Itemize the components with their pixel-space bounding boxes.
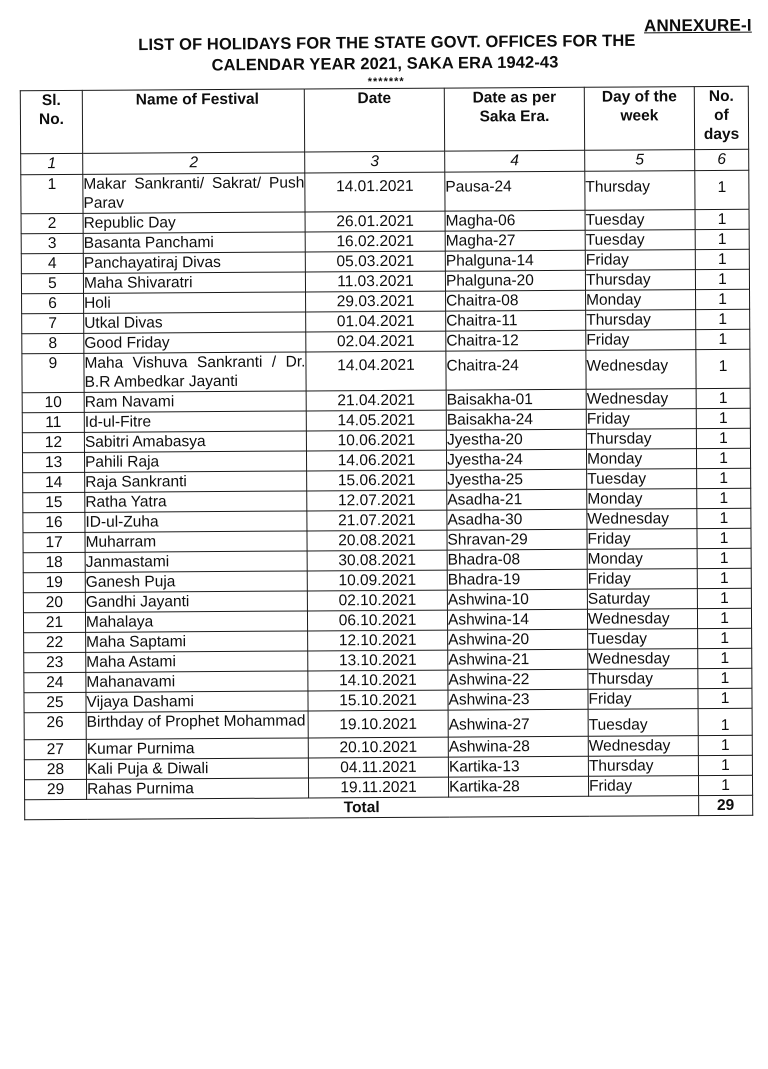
row-festival-name: [83, 212, 305, 233]
row-saka-date: Baisakha-24: [446, 409, 586, 430]
row-day-of-week: Wednesday: [586, 389, 696, 410]
festival-name-text: Maha Astami: [86, 653, 176, 671]
row-date: 04.11.2021: [308, 757, 448, 778]
row-saka-date: Phalguna-14: [445, 250, 585, 271]
column-number-2: 2: [83, 152, 305, 174]
row-no-of-days: 1: [696, 408, 750, 428]
row-day-of-week: Tuesday: [585, 210, 695, 231]
row-saka-date: Ashwina-14: [447, 609, 587, 630]
column-header-saka-date: [444, 87, 584, 151]
holidays-table-container: [20, 86, 752, 820]
row-date: 21.07.2021: [307, 510, 447, 531]
row-serial-number: 28: [24, 759, 86, 779]
total-label: Total: [25, 796, 699, 820]
row-day-of-week: Thursday: [588, 756, 698, 777]
row-serial-number: 13: [22, 452, 84, 472]
festival-name-text: Republic Day: [83, 214, 176, 232]
row-serial-number: 21: [23, 612, 85, 632]
row-serial-number: 26: [24, 712, 86, 739]
row-saka-date: Chaitra-24: [446, 350, 586, 390]
row-no-of-days: 1: [697, 488, 751, 508]
row-day-of-week: Thursday: [586, 310, 696, 331]
row-day-of-week: Tuesday: [585, 230, 695, 251]
row-festival-name: [85, 591, 307, 612]
festival-name-text: Pahili Raja: [84, 453, 160, 471]
row-day-of-week: Saturday: [587, 589, 697, 610]
row-serial-number: 9: [22, 353, 84, 392]
row-festival-name: [84, 292, 306, 313]
row-saka-date: Jyestha-24: [446, 449, 586, 470]
row-festival-name: [86, 758, 308, 779]
column-header-name: Name of Festival: [82, 89, 304, 153]
table-foot: [25, 795, 753, 819]
festival-name-text: Kumar Purnima: [86, 740, 195, 758]
days-line-1: No.: [708, 87, 734, 106]
festival-name-text: Janmastami: [85, 553, 170, 571]
column-header-sl-no: [20, 90, 82, 153]
row-date: 29.03.2021: [306, 291, 446, 312]
row-day-of-week: Wednesday: [588, 736, 698, 757]
row-no-of-days: 1: [695, 269, 749, 289]
table-head: [20, 86, 748, 174]
row-festival-name: [85, 611, 307, 632]
festival-name-text: Rahas Purnima: [86, 780, 194, 798]
row-date: 14.01.2021: [305, 172, 445, 212]
annexure-label: ANNEXURE-I: [644, 15, 753, 36]
row-saka-date: Chaitra-11: [446, 310, 586, 331]
festival-name-text: Holi: [84, 294, 111, 312]
row-saka-date: Bhadra-08: [447, 549, 587, 570]
row-date: 14.04.2021: [306, 351, 446, 391]
row-day-of-week: Monday: [587, 549, 697, 570]
festival-name-text: Basanta Panchami: [83, 234, 214, 252]
row-day-of-week: Monday: [587, 489, 697, 510]
row-serial-number: 7: [22, 313, 84, 333]
row-serial-number: 18: [23, 552, 85, 572]
row-no-of-days: 1: [695, 209, 749, 229]
row-festival-name: [85, 471, 307, 492]
row-saka-date: Ashwina-23: [448, 689, 588, 710]
row-no-of-days: 1: [697, 508, 751, 528]
row-date: 12.07.2021: [307, 490, 447, 511]
festival-name-text: Ratha Yatra: [85, 493, 167, 511]
festival-name-text: Muharram: [85, 533, 157, 551]
row-date: 02.10.2021: [307, 590, 447, 611]
row-no-of-days: 1: [698, 648, 752, 668]
row-serial-number: 16: [23, 512, 85, 532]
row-day-of-week: Thursday: [586, 429, 696, 450]
row-day-of-week: Friday: [586, 409, 696, 430]
row-no-of-days: 1: [698, 755, 752, 775]
festival-name-text: Sabitri Amabasya: [84, 433, 206, 451]
row-saka-date: Pausa-24: [445, 171, 585, 211]
row-no-of-days: 1: [695, 229, 749, 249]
row-saka-date: Ashwina-22: [448, 669, 588, 690]
row-date: 10.09.2021: [307, 570, 447, 591]
row-date: 30.08.2021: [307, 550, 447, 571]
row-serial-number: 3: [21, 233, 83, 253]
row-festival-name: [84, 451, 306, 472]
festival-name-text: Maha Saptami: [86, 633, 187, 651]
row-date: 15.06.2021: [307, 470, 447, 491]
row-festival-name: [85, 511, 307, 532]
row-date: 14.06.2021: [306, 450, 446, 471]
row-no-of-days: 1: [698, 735, 752, 755]
row-saka-date: Chaitra-12: [446, 330, 586, 351]
column-number-6: 6: [695, 149, 749, 170]
row-date: 14.10.2021: [308, 670, 448, 691]
row-no-of-days: 1: [697, 548, 751, 568]
row-serial-number: 20: [23, 592, 85, 612]
row-no-of-days: 1: [697, 568, 751, 588]
row-no-of-days: 1: [698, 668, 752, 688]
row-date: 15.10.2021: [308, 690, 448, 711]
days-line-2: of: [714, 106, 729, 124]
row-no-of-days: 1: [697, 608, 751, 628]
row-no-of-days: 1: [697, 528, 751, 548]
row-no-of-days: 1: [696, 388, 750, 408]
row-no-of-days: 1: [696, 289, 750, 309]
row-festival-name: [86, 671, 308, 692]
row-saka-date: Kartika-28: [448, 776, 588, 797]
row-day-of-week: Wednesday: [588, 649, 698, 670]
festival-name-text: Maha Shivaratri: [83, 274, 193, 292]
row-date: 12.10.2021: [308, 630, 448, 651]
row-date: 10.06.2021: [306, 430, 446, 451]
row-date: 02.04.2021: [306, 331, 446, 352]
row-saka-date: Bhadra-19: [447, 569, 587, 590]
row-festival-name: [83, 252, 305, 273]
column-number-1: 1: [21, 153, 83, 174]
row-serial-number: 22: [24, 632, 86, 652]
holidays-table: [20, 86, 753, 820]
column-number-5: 5: [585, 150, 695, 172]
document-title: [0, 30, 768, 93]
table-body: [21, 170, 753, 799]
table-row: [22, 349, 750, 392]
row-saka-date: Ashwina-10: [447, 589, 587, 610]
row-serial-number: 2: [21, 213, 83, 233]
row-day-of-week: Wednesday: [587, 609, 697, 630]
row-festival-name: [85, 531, 307, 552]
saka-line-1: Date as per: [472, 88, 557, 107]
festival-name-text: Raja Sankranti: [85, 473, 187, 491]
column-header-no-of-days: [694, 86, 748, 149]
festival-name-text: Utkal Divas: [84, 314, 163, 332]
row-no-of-days: 1: [697, 468, 751, 488]
row-day-of-week: Wednesday: [587, 509, 697, 530]
total-row: [25, 795, 753, 819]
day-line-1: Day of the: [601, 88, 677, 106]
row-serial-number: 23: [24, 652, 86, 672]
row-date: 14.05.2021: [306, 410, 446, 431]
row-day-of-week: Tuesday: [587, 469, 697, 490]
row-festival-name: [84, 312, 306, 333]
festival-name-text: ID-ul-Zuha: [85, 513, 159, 531]
row-festival-name: [85, 491, 307, 512]
row-saka-date: Phalguna-20: [445, 270, 585, 291]
festival-name-text: Id-ul-Fitre: [84, 413, 152, 431]
row-no-of-days: 1: [696, 309, 750, 329]
row-festival-name: [85, 551, 307, 572]
title-separator: *******: [367, 75, 405, 89]
row-no-of-days: 1: [696, 349, 750, 388]
row-serial-number: 27: [24, 739, 86, 759]
festival-name-text: Birthday of Prophet Mohammad: [86, 712, 306, 731]
row-saka-date: Ashwina-21: [448, 649, 588, 670]
day-line-2: week: [620, 107, 659, 125]
row-serial-number: 29: [24, 779, 86, 799]
row-serial-number: 25: [24, 692, 86, 712]
column-number-3: 3: [305, 151, 445, 173]
row-saka-date: Shravan-29: [447, 529, 587, 550]
row-festival-name: [84, 411, 306, 432]
row-saka-date: Ashwina-20: [448, 629, 588, 650]
row-date: 11.03.2021: [305, 271, 445, 292]
row-festival-name: [86, 711, 308, 739]
row-no-of-days: 1: [696, 329, 750, 349]
row-saka-date: Asadha-21: [447, 489, 587, 510]
row-day-of-week: Tuesday: [588, 709, 698, 737]
row-day-of-week: Monday: [586, 449, 696, 470]
row-day-of-week: Monday: [586, 290, 696, 311]
row-serial-number: 19: [23, 572, 85, 592]
row-date: 01.04.2021: [306, 311, 446, 332]
row-serial-number: 10: [22, 392, 84, 412]
row-festival-name: [83, 173, 305, 213]
festival-name-text: Ram Navami: [84, 393, 175, 411]
column-header-date: Date: [304, 88, 444, 152]
row-saka-date: Ashwina-27: [448, 709, 588, 737]
row-festival-name: [83, 232, 305, 253]
row-no-of-days: 1: [698, 775, 752, 795]
row-saka-date: Chaitra-08: [446, 290, 586, 311]
row-festival-name: [86, 778, 308, 799]
row-festival-name: [84, 431, 306, 452]
festival-name-text: Mahalaya: [85, 613, 154, 631]
title-line-2: CALENDAR YEAR 2021, SAKA ERA 1942-43: [211, 53, 559, 75]
row-festival-name: [83, 272, 305, 293]
festival-name-text: Makar Sankranti/ Sakrat/ Push Parav: [83, 174, 305, 212]
row-festival-name: [84, 332, 306, 353]
days-line-3: days: [703, 125, 740, 144]
row-date: 19.10.2021: [308, 710, 448, 738]
row-serial-number: 6: [22, 293, 84, 313]
festival-name-text: Vijaya Dashami: [86, 693, 194, 711]
row-serial-number: 11: [22, 412, 84, 432]
row-day-of-week: Friday: [585, 250, 695, 271]
row-saka-date: Kartika-13: [448, 756, 588, 777]
row-date: 16.02.2021: [305, 231, 445, 252]
sl-no-line-2: No.: [38, 110, 64, 129]
table-header-row: [20, 86, 748, 153]
row-no-of-days: 1: [698, 708, 752, 735]
row-date: 05.03.2021: [305, 251, 445, 272]
row-serial-number: 4: [21, 253, 83, 273]
sl-no-line-1: Sl.: [41, 91, 61, 110]
total-value: 29: [699, 795, 753, 815]
row-date: 20.10.2021: [308, 737, 448, 758]
row-day-of-week: Friday: [586, 330, 696, 351]
festival-name-text: Panchayatiraj Divas: [83, 254, 221, 272]
row-festival-name: [84, 391, 306, 412]
column-number-4: 4: [445, 150, 585, 172]
festival-name-text: Gandhi Jayanti: [85, 593, 190, 611]
row-date: 06.10.2021: [307, 610, 447, 631]
festival-name-text: Maha Vishuva Sankranti / Dr. B.R Ambedkar Jayanti: [84, 353, 306, 391]
row-saka-date: Asadha-30: [447, 509, 587, 530]
row-date: 19.11.2021: [308, 777, 448, 798]
table-row: [21, 170, 749, 213]
saka-line-2: Saka Era.: [479, 107, 550, 126]
row-saka-date: Jyestha-20: [446, 429, 586, 450]
row-date: 26.01.2021: [305, 211, 445, 232]
festival-name-text: Kali Puja & Diwali: [86, 760, 209, 778]
column-header-day-of-week: [584, 87, 694, 151]
row-serial-number: 15: [23, 492, 85, 512]
title-line-1: LIST OF HOLIDAYS FOR THE STATE GOVT. OFFICES FOR THE: [138, 31, 636, 55]
festival-name-text: Good Friday: [84, 334, 170, 352]
row-serial-number: 12: [22, 432, 84, 452]
row-no-of-days: 1: [696, 428, 750, 448]
festival-name-text: Mahanavami: [86, 673, 176, 691]
row-day-of-week: Tuesday: [588, 629, 698, 650]
row-saka-date: Baisakha-01: [446, 389, 586, 410]
row-no-of-days: 1: [695, 170, 749, 209]
row-festival-name: [86, 738, 308, 759]
row-day-of-week: Friday: [588, 689, 698, 710]
row-serial-number: 14: [23, 472, 85, 492]
festival-name-text: Ganesh Puja: [85, 573, 176, 591]
row-serial-number: 24: [24, 672, 86, 692]
row-no-of-days: 1: [696, 448, 750, 468]
row-no-of-days: 1: [698, 688, 752, 708]
row-saka-date: Jyestha-25: [447, 469, 587, 490]
row-day-of-week: Thursday: [585, 270, 695, 291]
row-no-of-days: 1: [698, 628, 752, 648]
row-day-of-week: Friday: [587, 569, 697, 590]
row-date: 20.08.2021: [307, 530, 447, 551]
row-date: 21.04.2021: [306, 390, 446, 411]
row-serial-number: 17: [23, 532, 85, 552]
row-serial-number: 8: [22, 333, 84, 353]
row-saka-date: Magha-06: [445, 210, 585, 231]
row-day-of-week: Thursday: [585, 171, 695, 211]
row-festival-name: [86, 691, 308, 712]
row-festival-name: [85, 571, 307, 592]
row-no-of-days: 1: [695, 249, 749, 269]
row-day-of-week: Friday: [588, 776, 698, 797]
row-day-of-week: Friday: [587, 529, 697, 550]
row-saka-date: Ashwina-28: [448, 736, 588, 757]
row-date: 13.10.2021: [308, 650, 448, 671]
row-festival-name: [86, 651, 308, 672]
row-festival-name: [86, 631, 308, 652]
row-no-of-days: 1: [697, 588, 751, 608]
row-serial-number: 1: [21, 174, 83, 213]
row-day-of-week: Thursday: [588, 669, 698, 690]
row-serial-number: 5: [21, 273, 83, 293]
row-saka-date: Magha-27: [445, 230, 585, 251]
row-festival-name: [84, 352, 306, 392]
row-day-of-week: Wednesday: [586, 350, 696, 390]
